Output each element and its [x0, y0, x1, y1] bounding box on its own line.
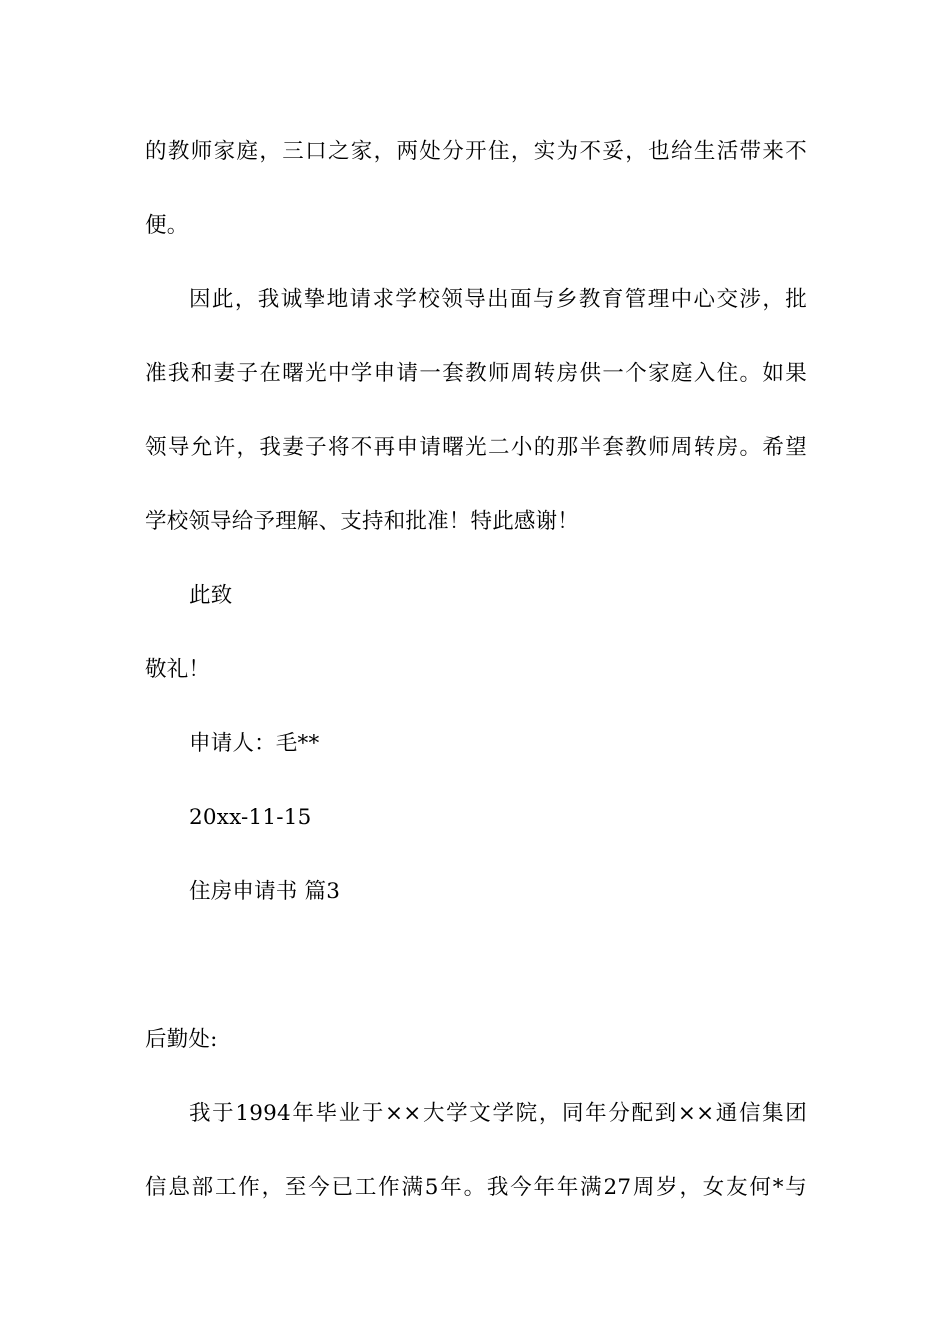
paragraph-line-8: 信息部工作，至今已工作满5年。我今年年满27周岁，女友何*与 [145, 1175, 807, 1200]
paragraph-line-1: 的教师家庭，三口之家，两处分开住，实为不妥，也给生活带来不 [145, 139, 807, 164]
paragraph-line-3: 因此，我诚挚地请求学校领导出面与乡教育管理中心交涉，批 [189, 287, 807, 312]
closing-greeting: 此致 [189, 583, 233, 608]
letter-recipient: 后勤处: [145, 1027, 218, 1052]
paragraph-line-7: 我于1994年毕业于××大学文学院，同年分配到××通信集团 [189, 1101, 807, 1126]
paragraph-line-6: 学校领导给予理解、支持和批准！特此感谢！ [145, 509, 580, 534]
closing-salute: 敬礼！ [145, 657, 211, 682]
application-date: 20xx-11-15 [189, 805, 312, 830]
paragraph-line-4: 准我和妻子在曙光中学申请一套教师周转房供一个家庭入住。如果 [145, 361, 807, 386]
applicant-signature: 申请人：毛** [189, 731, 320, 756]
paragraph-line-5: 领导允许，我妻子将不再申请曙光二小的那半套教师周转房。希望 [145, 435, 807, 460]
paragraph-line-2: 便。 [145, 213, 189, 238]
section-title: 住房申请书 篇3 [189, 879, 341, 904]
